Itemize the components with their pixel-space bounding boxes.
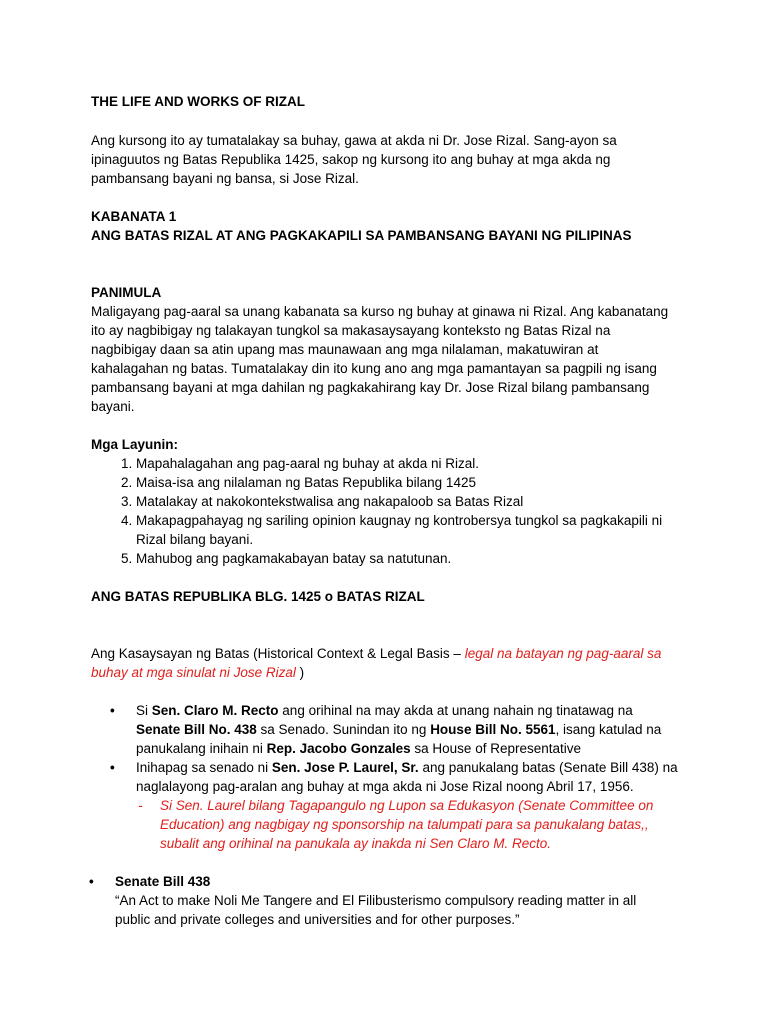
- intro-line: ipinaguutos ng Batas Republika 1425, sakop ng kursong ito ang buhay at mga akda ng: [91, 152, 611, 167]
- panimula-line: pambansang bayani at mga dahilan ng pagkakahirang kay Dr. Jose Rizal bilang pambansang: [91, 380, 650, 395]
- panimula-line: bayani.: [91, 399, 135, 414]
- chapter-heading: [91, 207, 691, 245]
- bullet-icon: •: [89, 874, 94, 889]
- batas-heading: ANG BATAS REPUBLIKA BLG. 1425 o BATAS RIZAL: [91, 589, 425, 604]
- intro-line: Ang kursong ito ay tumatalakay sa buhay, gawa at akda ni Dr. Jose Rizal. Sang-ayon sa: [91, 133, 617, 148]
- list-item: 2. Maisa-isa ang nilalaman ng Batas Republika bilang 1425: [136, 473, 691, 492]
- bullet-icon: •: [110, 703, 115, 718]
- chapter-title: ANG BATAS RIZAL AT ANG PAGKAKAPILI SA PAMBANSANG BAYANI NG PILIPINAS: [91, 228, 632, 243]
- panimula-section: [91, 283, 691, 416]
- senate-bill-quote: “An Act to make Noli Me Tangere and El Filibusterismo compulsory reading matter in all public and private colleges and universities and for other purposes.”: [115, 893, 637, 927]
- panimula-line: Maligayang pag-aaral sa unang kabanata sa kurso ng buhay at ginawa ni Rizal. Ang kabanatang: [91, 304, 669, 319]
- document-page: [91, 92, 691, 929]
- legal-basis-note: legal na batayan ng pag-aaral sa: [464, 646, 662, 661]
- layunin-heading: Mga Layunin:: [91, 437, 178, 452]
- intro-line: pambansang bayani ng bansa, si Jose Rizal.: [91, 171, 359, 186]
- panimula-line: ito ay nagbibigay ng talakayan tungkol sa makasaysayang konteksto ng Batas Rizal na: [91, 323, 611, 338]
- list-item: 1. Mapahalagahan ang pag-aaral ng buhay at akda ni Rizal.: [136, 454, 691, 473]
- list-item: • Inihapag sa senado ni Sen. Jose P. Laurel, Sr. ang panukalang batas (Senate Bill 438) na naglalayong pag-aralan ang buhay at mga akda ni Jose Rizal noong Abril 17, 1956. - Si Sen. Laurel bilang Tagapangulo ng Lupon sa Edukasyon (Senate Committee on Education) ang nagbigay ng sponsorship na talumpati para sa panukalang batas,, subalit ang orihinal na panukala ay inakda ni Sen Claro M. Recto.: [136, 758, 691, 853]
- list-item: 3. Matalakay at nakokontekstwalisa ang nakapaloob sa Batas Rizal: [136, 492, 691, 511]
- panimula-line: nagbibigay daan sa atin upang mas maunawaan ang mga nilalaman, makatuwiran at: [91, 342, 599, 357]
- list-item: • Si Sen. Claro M. Recto ang orihinal na may akda at unang nahain ng tinatawag na Senate Bill No. 438 sa Senado. Sunindan ito ng House Bill No. 5561, isang katulad na panukalang inihain ni Rep. Jacobo Gonzales sa House of Representative: [110, 703, 662, 756]
- bullet-icon: •: [110, 760, 115, 775]
- senate-bill-section: [70, 872, 691, 891]
- legal-basis-note: buhay at mga sinulat ni Jose Rizal: [91, 665, 296, 680]
- panimula-heading: PANIMULA: [91, 285, 162, 300]
- history-paragraph: Ang Kasaysayan ng Batas (Historical Context & Legal Basis – legal na batayan ng pag-aaral sa buhay at mga sinulat ni Jose Rizal ): [91, 646, 662, 680]
- dash-icon: -: [138, 798, 143, 813]
- senate-bill-heading: Senate Bill 438: [115, 874, 211, 889]
- history-bullets: [91, 701, 691, 853]
- list-item: 5. Mahubog ang pagkamakabayan batay sa natutunan.: [136, 549, 691, 568]
- intro-paragraph: [91, 131, 691, 188]
- document-title: THE LIFE AND WORKS OF RIZAL: [91, 94, 305, 109]
- list-item: 4. Makapagpahayag ng sariling opinion kaugnay ng kontrobersya tungkol sa pagkakapili ni Rizal bilang bayani.: [136, 511, 691, 549]
- objectives-list: [91, 454, 691, 568]
- list-item: [89, 872, 691, 891]
- panimula-line: kahalagahan ng batas. Tumatalakay din ito kung ano ang mga pamantayan sa pagpili ng isang: [91, 361, 657, 376]
- chapter-label: KABANATA 1: [91, 209, 177, 224]
- list-item: - Si Sen. Laurel bilang Tagapangulo ng Lupon sa Edukasyon (Senate Committee on Education) ang nagbigay ng sponsorship na talumpati para sa panukalang batas,, subalit ang orihinal na panukala ay inakda ni Sen Claro M. Recto.: [138, 798, 654, 851]
- sub-list: [136, 796, 691, 853]
